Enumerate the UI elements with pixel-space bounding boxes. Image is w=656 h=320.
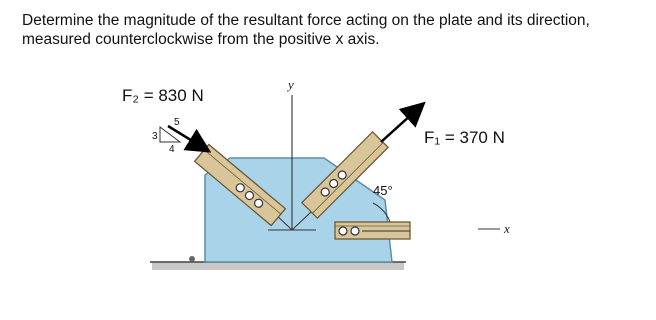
slope-vert-label: 3 — [152, 131, 158, 142]
force1-arrow — [381, 105, 422, 142]
force2-label: F₂ = 830 N — [122, 86, 204, 105]
x-axis-label: x — [504, 221, 510, 236]
slope-horiz-label: 4 — [169, 144, 175, 155]
force1-label: F₁ = 370 N — [424, 128, 505, 147]
problem-line-1: Determine the magnitude of the resultant force acting on the plate and its direction, — [22, 12, 590, 29]
problem-line-2: measured counterclockwise from the positive x axis. — [22, 31, 380, 48]
slope-triangle — [152, 117, 180, 155]
y-axis-label: y — [288, 77, 294, 92]
horizontal-member — [335, 222, 410, 239]
slope-hyp-label: 5 — [174, 117, 180, 128]
angle-label: 45° — [373, 183, 393, 198]
